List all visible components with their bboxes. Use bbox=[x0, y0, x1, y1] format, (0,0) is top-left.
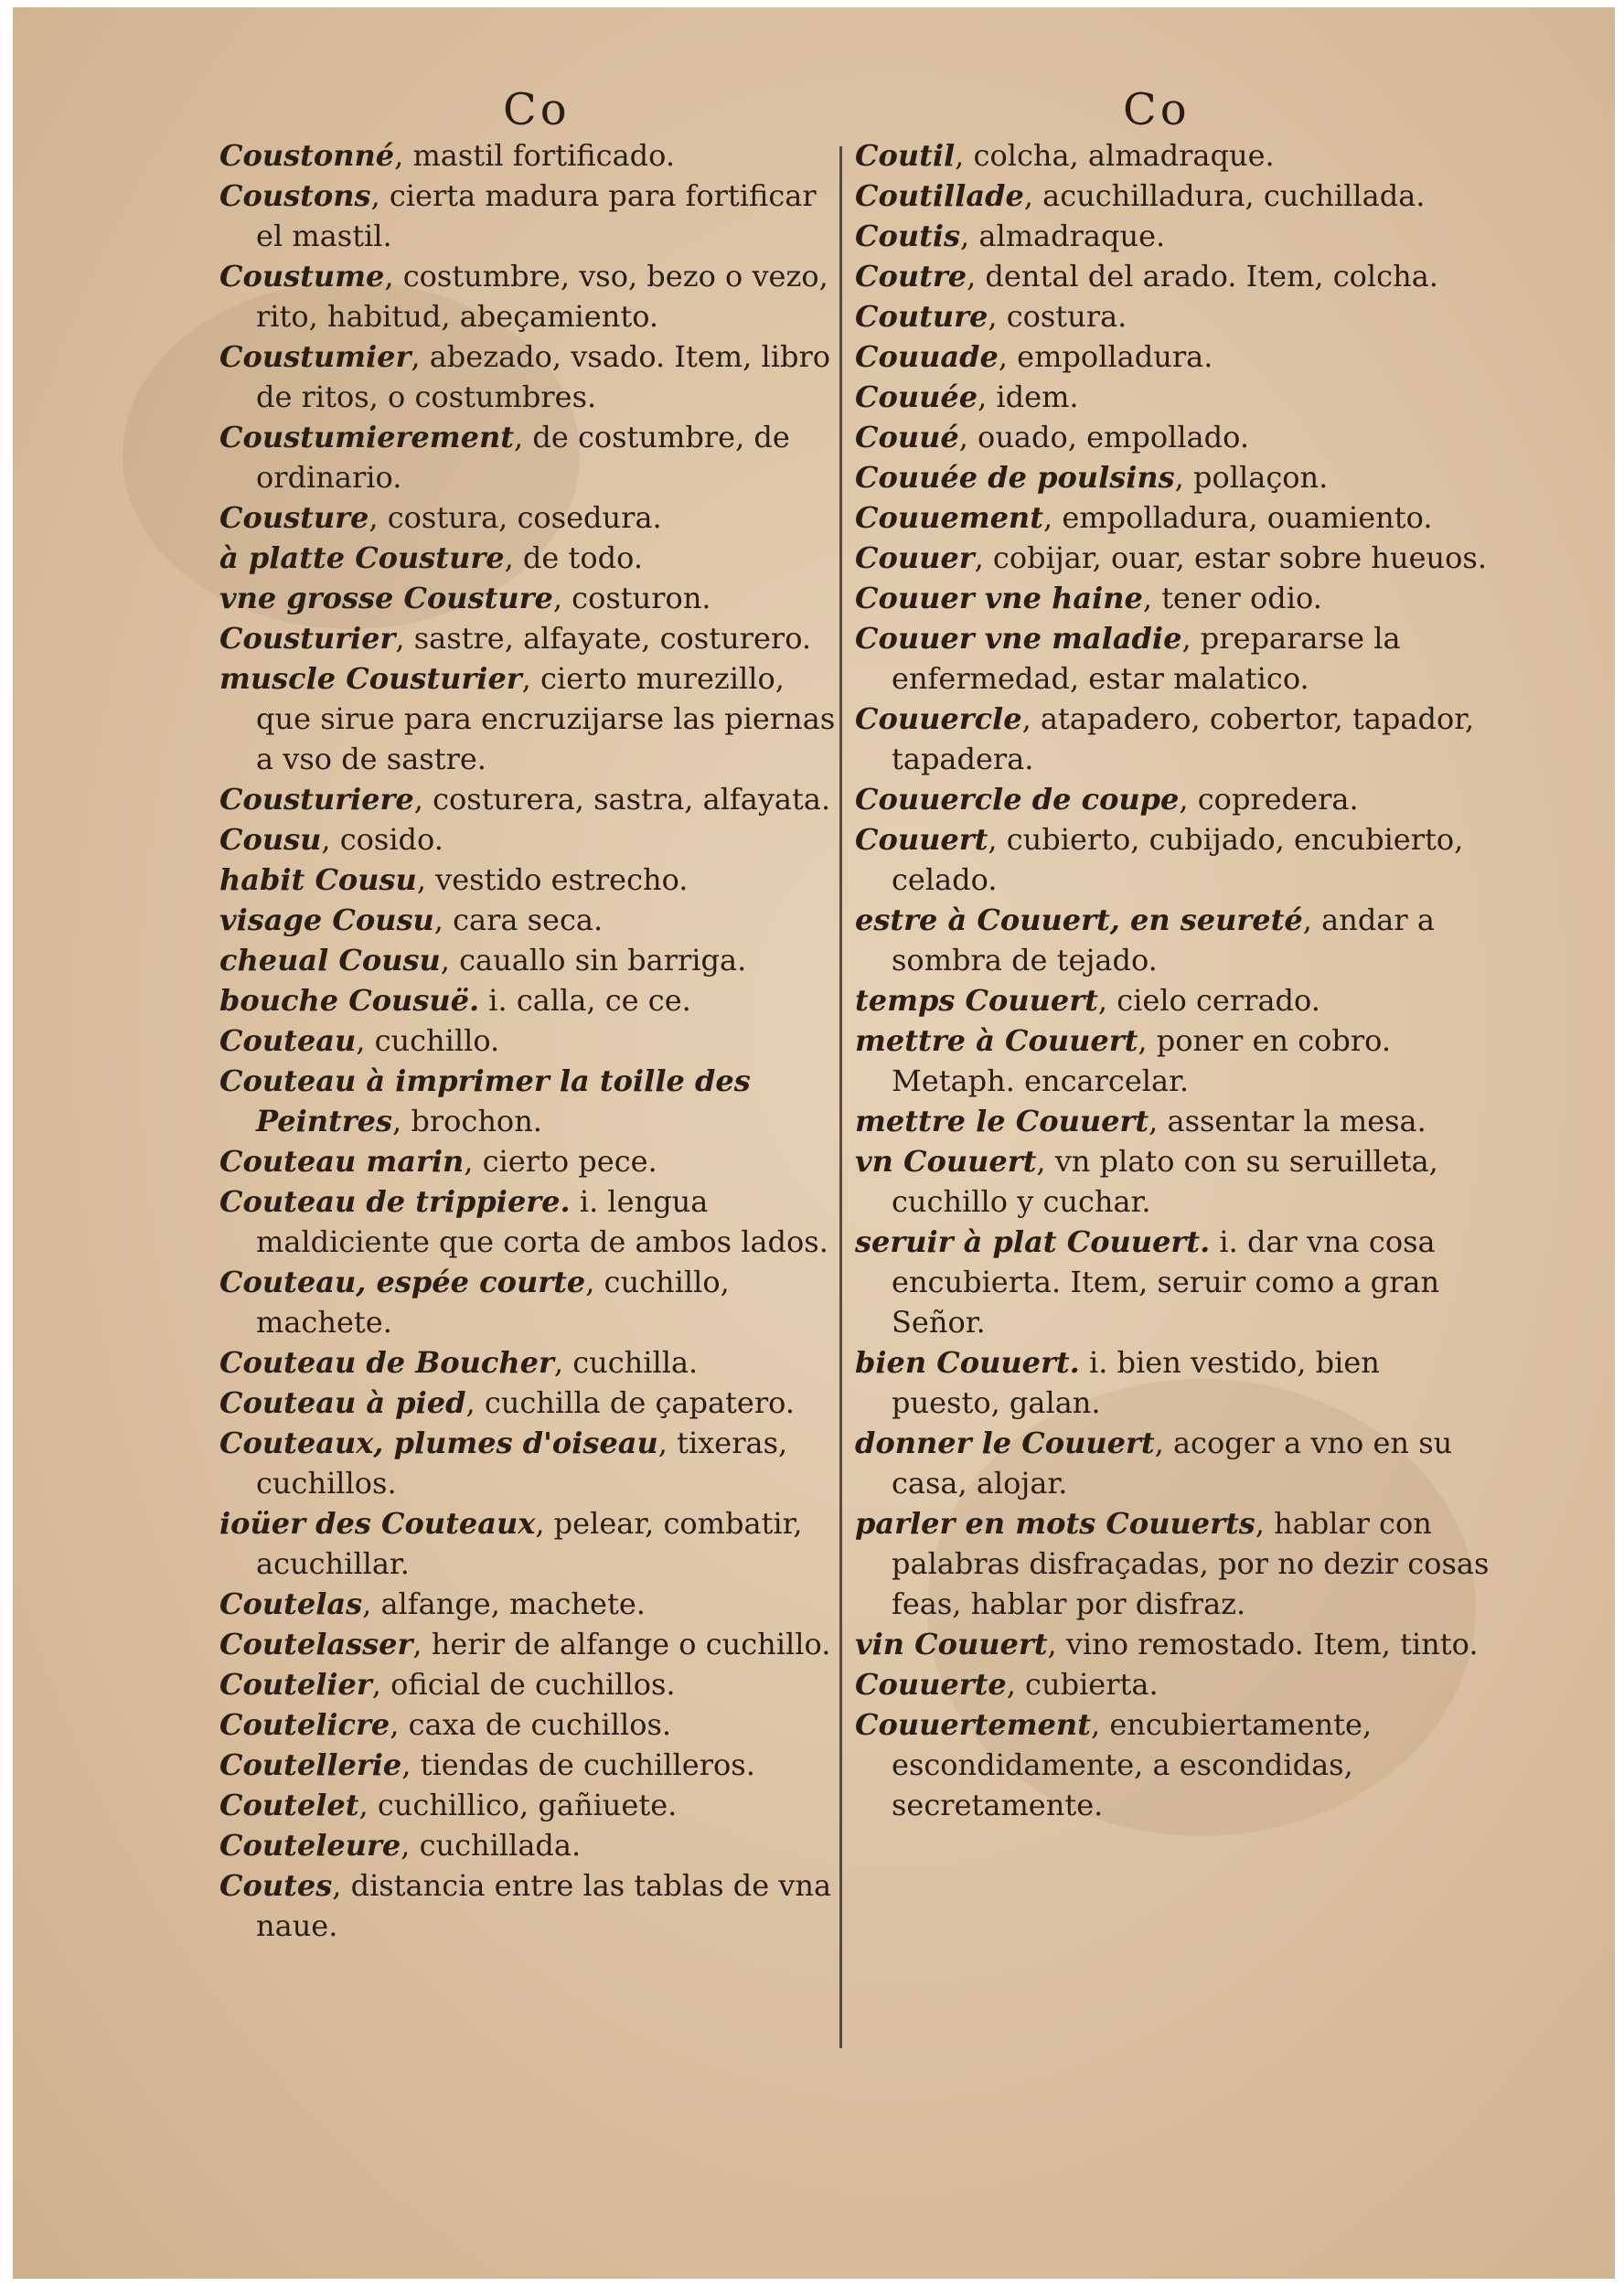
entry-headword: vn Couuert bbox=[855, 1144, 1037, 1179]
dictionary-entry bbox=[855, 1222, 1495, 1342]
dictionary-entry bbox=[219, 176, 841, 256]
entry-headword: donner le Couuert bbox=[855, 1426, 1155, 1460]
dictionary-entry bbox=[219, 860, 841, 900]
entry-headword: visage Cousu bbox=[219, 903, 434, 937]
entry-definition: , prepararse la enfermedad, estar malatico. bbox=[892, 621, 1401, 696]
dictionary-entry bbox=[219, 1584, 841, 1624]
dictionary-entry bbox=[219, 1181, 841, 1262]
entry-definition: , cuchillico, gañiuete. bbox=[358, 1788, 678, 1822]
dictionary-entry bbox=[219, 1624, 841, 1664]
entry-headword: Cousturiere bbox=[219, 782, 414, 817]
entry-headword: seruir à plat Couuert. bbox=[855, 1224, 1211, 1259]
dictionary-entry bbox=[855, 256, 1495, 296]
dictionary-entry bbox=[855, 578, 1495, 618]
entry-headword: Cousu bbox=[219, 822, 322, 857]
dictionary-entry bbox=[855, 336, 1495, 377]
entry-headword: bien Couuert. bbox=[855, 1345, 1080, 1380]
entry-definition: , alfange, machete. bbox=[362, 1586, 646, 1621]
dictionary-entry bbox=[219, 336, 841, 417]
entry-definition: , sastre, alfayate, costurero. bbox=[395, 621, 812, 656]
entry-headword: Cousturier bbox=[219, 621, 396, 656]
dictionary-entry bbox=[219, 980, 841, 1020]
entry-headword: Couteau, espée courte bbox=[219, 1265, 586, 1299]
entry-headword: Couué bbox=[855, 420, 959, 454]
entry-definition: , cuchilla. bbox=[553, 1345, 699, 1380]
entry-definition: i. lengua maldiciente que corta de ambos lados. bbox=[256, 1184, 828, 1259]
dictionary-entry bbox=[855, 296, 1495, 336]
dictionary-entry bbox=[219, 1141, 841, 1181]
entry-definition: , andar a sombra de tejado. bbox=[892, 903, 1435, 977]
entry-headword: cheual Cousu bbox=[219, 943, 441, 977]
entry-definition: , tixeras, cuchillos. bbox=[256, 1426, 788, 1501]
entry-headword: Coutellerie bbox=[219, 1747, 402, 1782]
dictionary-entry bbox=[219, 538, 841, 578]
entry-headword: Couuée de poulsins bbox=[855, 460, 1175, 495]
entry-definition: , costura. bbox=[988, 299, 1127, 334]
entry-definition: , copredera. bbox=[1179, 782, 1359, 817]
entry-definition: , cara seca. bbox=[433, 903, 604, 937]
dictionary-entry bbox=[855, 377, 1495, 417]
dictionary-entry bbox=[219, 1503, 841, 1584]
dictionary-entry bbox=[219, 1664, 841, 1704]
entry-definition: , brochon. bbox=[392, 1104, 542, 1138]
entry-definition: , cuchilla de çapatero. bbox=[465, 1385, 795, 1420]
entry-definition: , cielo cerrado. bbox=[1097, 983, 1320, 1018]
entry-headword: Coutelasser bbox=[219, 1627, 413, 1661]
entry-definition: , vino remostado. Item, tinto. bbox=[1047, 1627, 1479, 1661]
dictionary-entry bbox=[219, 1342, 841, 1383]
entry-headword: Couteau bbox=[219, 1023, 357, 1058]
entry-headword: Couteau à pied bbox=[219, 1385, 466, 1420]
entry-headword: ioüer des Couteaux bbox=[219, 1506, 536, 1541]
entry-headword: Couteau marin bbox=[219, 1144, 465, 1179]
entry-headword: Cousture bbox=[219, 500, 369, 535]
dictionary-entry bbox=[855, 1141, 1495, 1222]
entry-headword: Coutil bbox=[855, 138, 956, 173]
entry-definition: , costumbre, vso, bezo o vezo, rito, habitud, abeçamiento. bbox=[256, 259, 828, 334]
entry-definition: , empolladura, ouamiento. bbox=[1042, 500, 1433, 535]
entry-headword: vin Couuert bbox=[855, 1627, 1048, 1661]
entry-definition: , cauallo sin barriga. bbox=[440, 943, 747, 977]
entry-headword: Couuement bbox=[855, 500, 1043, 535]
dictionary-entry bbox=[219, 1865, 841, 1946]
entry-headword: Couuer vne haine bbox=[855, 581, 1143, 615]
dictionary-entry bbox=[219, 1423, 841, 1503]
entry-definition: , almadraque. bbox=[960, 219, 1166, 253]
entry-definition: , pollaçon. bbox=[1174, 460, 1329, 495]
dictionary-entry bbox=[219, 1745, 841, 1785]
dictionary-entry bbox=[219, 1383, 841, 1423]
entry-headword: Couuert bbox=[855, 822, 988, 857]
entry-headword: habit Cousu bbox=[219, 862, 417, 897]
dictionary-entry bbox=[855, 779, 1495, 819]
entry-definition: , atapadero, cobertor, tapador, tapadera. bbox=[892, 701, 1475, 776]
entry-headword: Couteaux, plumes d'oiseau bbox=[219, 1426, 658, 1460]
entry-definition: , ouado, empollado. bbox=[958, 420, 1250, 454]
entry-headword: Couuée bbox=[855, 379, 978, 414]
entry-definition: i. bien vestido, bien puesto, galan. bbox=[892, 1345, 1380, 1420]
entry-headword: Coutelicre bbox=[219, 1707, 390, 1742]
dictionary-entry bbox=[855, 497, 1495, 538]
entry-definition: , cubierta. bbox=[1006, 1667, 1159, 1702]
entry-definition: , herir de alfange o cuchillo. bbox=[412, 1627, 831, 1661]
entry-definition: , de todo. bbox=[504, 540, 643, 575]
dictionary-entry bbox=[855, 1503, 1495, 1624]
entry-definition: , cierto murezillo, que sirue para encruzijarse las piernas a vso de sastre. bbox=[256, 661, 836, 776]
entry-headword: Couteau de trippiere. bbox=[219, 1184, 571, 1219]
entry-headword: Couteau à imprimer la toille des Peintres bbox=[219, 1063, 751, 1138]
dictionary-entry bbox=[219, 1785, 841, 1825]
entry-headword: Coutelier bbox=[219, 1667, 372, 1702]
entry-definition: , costuron. bbox=[552, 581, 711, 615]
dictionary-entry bbox=[855, 699, 1495, 779]
entry-definition: , cubierto, cubijado, encubierto, celado. bbox=[892, 822, 1464, 897]
entry-definition: , cuchillo, machete. bbox=[256, 1265, 730, 1340]
dictionary-entry bbox=[219, 1262, 841, 1342]
entry-headword: mettre à Couuert bbox=[855, 1023, 1138, 1058]
entry-definition: , distancia entre las tablas de vna naue. bbox=[256, 1868, 832, 1943]
dictionary-entry bbox=[855, 980, 1495, 1020]
entry-headword: Couuade bbox=[855, 339, 999, 374]
right-column-heading: Co bbox=[1123, 84, 1191, 135]
dictionary-entry bbox=[219, 256, 841, 336]
entry-headword: Coustumierement bbox=[219, 420, 514, 454]
entry-definition: , cuchillada. bbox=[401, 1828, 582, 1863]
dictionary-entry bbox=[855, 538, 1495, 578]
dictionary-entry bbox=[855, 1020, 1495, 1101]
entry-definition: , mastil fortificado. bbox=[394, 138, 675, 173]
left-column-heading: Co bbox=[503, 84, 571, 135]
entry-headword: mettre le Couuert bbox=[855, 1104, 1149, 1138]
entry-definition: , caxa de cuchillos. bbox=[390, 1707, 672, 1742]
entry-definition: , colcha, almadraque. bbox=[955, 138, 1275, 173]
entry-headword: Couuertement bbox=[855, 1707, 1091, 1742]
entry-headword: Coutillade bbox=[855, 178, 1024, 213]
dictionary-entry bbox=[219, 497, 841, 538]
entry-definition: , oficial de cuchillos. bbox=[371, 1667, 676, 1702]
entry-headword: Couuerte bbox=[855, 1667, 1007, 1702]
dictionary-entry bbox=[855, 216, 1495, 256]
entry-definition: , empolladura. bbox=[998, 339, 1213, 374]
entry-headword: bouche Cousuë. bbox=[219, 983, 480, 1018]
dictionary-entry bbox=[219, 819, 841, 860]
entry-definition: , costura, cosedura. bbox=[369, 500, 662, 535]
entry-definition: , encubiertamente, escondidamente, a escondidas, secretamente. bbox=[892, 1707, 1373, 1822]
entry-definition: , costurera, sastra, alfayata. bbox=[413, 782, 831, 817]
entry-definition: , vestido estrecho. bbox=[416, 862, 689, 897]
entry-definition: , dental del arado. Item, colcha. bbox=[967, 259, 1438, 294]
entry-headword: Coutis bbox=[855, 219, 961, 253]
entry-definition: , assentar la mesa. bbox=[1149, 1104, 1426, 1138]
dictionary-entry bbox=[219, 135, 841, 176]
dictionary-entry bbox=[855, 457, 1495, 497]
entry-definition: , tener odio. bbox=[1142, 581, 1322, 615]
entry-definition: , cierto pece. bbox=[464, 1144, 657, 1179]
dictionary-entry bbox=[219, 1061, 841, 1141]
dictionary-entry bbox=[855, 1342, 1495, 1423]
dictionary-entry bbox=[855, 618, 1495, 699]
dictionary-entry bbox=[855, 1423, 1495, 1503]
dictionary-entry bbox=[219, 940, 841, 980]
dictionary-entry bbox=[855, 1704, 1495, 1825]
left-entry-list bbox=[219, 135, 841, 1946]
entry-headword: à platte Cousture bbox=[219, 540, 505, 575]
entry-definition: , idem. bbox=[978, 379, 1079, 414]
entry-headword: estre à Couuert, en seureté bbox=[855, 903, 1303, 937]
entry-headword: Coutelas bbox=[219, 1586, 363, 1621]
dictionary-entry bbox=[219, 417, 841, 497]
entry-definition: i. dar vna cosa encubierta. Item, seruir como a gran Señor. bbox=[892, 1224, 1440, 1340]
dictionary-entry bbox=[219, 618, 841, 658]
entry-headword: parler en mots Couuerts bbox=[855, 1506, 1255, 1541]
entry-definition: i. calla, ce ce. bbox=[479, 983, 691, 1018]
entry-headword: vne grosse Cousture bbox=[219, 581, 553, 615]
entry-headword: Coustonné bbox=[219, 138, 395, 173]
dictionary-entry bbox=[219, 1825, 841, 1865]
entry-headword: muscle Cousturier bbox=[219, 661, 522, 696]
entry-definition: , acoger a vno en su casa, alojar. bbox=[892, 1426, 1453, 1501]
entry-headword: Couuercle bbox=[855, 701, 1022, 736]
entry-headword: Coutre bbox=[855, 259, 967, 294]
entry-headword: Coustons bbox=[219, 178, 371, 213]
entry-definition: , tiendas de cuchilleros. bbox=[401, 1747, 755, 1782]
dictionary-entry bbox=[219, 1020, 841, 1061]
entry-headword: Couteau de Boucher bbox=[219, 1345, 554, 1380]
entry-headword: Coutes bbox=[219, 1868, 333, 1903]
entry-headword: Coustume bbox=[219, 259, 385, 294]
entry-definition: , cosido. bbox=[321, 822, 443, 857]
dictionary-entry bbox=[219, 779, 841, 819]
entry-headword: Couteleure bbox=[219, 1828, 401, 1863]
dictionary-entry bbox=[855, 176, 1495, 216]
entry-definition: , acuchilladura, cuchillada. bbox=[1023, 178, 1426, 213]
dictionary-entry bbox=[219, 900, 841, 940]
dictionary-entry bbox=[219, 1704, 841, 1745]
dictionary-entry bbox=[219, 578, 841, 618]
entry-headword: Coutelet bbox=[219, 1788, 359, 1822]
dictionary-entry bbox=[855, 1101, 1495, 1141]
entry-definition: , de costumbre, de ordinario. bbox=[256, 420, 790, 495]
right-entry-list bbox=[855, 135, 1495, 1825]
entry-definition: , hablar con palabras disfraçadas, por no dezir cosas feas, hablar por disfraz. bbox=[892, 1506, 1490, 1621]
entry-headword: Couuercle de coupe bbox=[855, 782, 1180, 817]
entry-definition: , pelear, combatir, acuchillar. bbox=[256, 1506, 803, 1581]
dictionary-entry bbox=[855, 1664, 1495, 1704]
entry-headword: Couuer vne maladie bbox=[855, 621, 1182, 656]
entry-headword: Coustumier bbox=[219, 339, 411, 374]
dictionary-entry bbox=[855, 417, 1495, 457]
entry-definition: , cobijar, ouar, estar sobre hueuos. bbox=[974, 540, 1487, 575]
entry-definition: , vn plato con su seruilleta, cuchillo y cuchar. bbox=[892, 1144, 1438, 1219]
dictionary-entry bbox=[855, 135, 1495, 176]
dictionary-entry bbox=[855, 900, 1495, 980]
entry-definition: , cierta madura para fortificar el mastil. bbox=[256, 178, 817, 253]
entry-definition: , abezado, vsado. Item, libro de ritos, o costumbres. bbox=[256, 339, 830, 414]
entry-definition: , poner en cobro. Metaph. encarcelar. bbox=[892, 1023, 1392, 1098]
entry-definition: , cuchillo. bbox=[356, 1023, 500, 1058]
dictionary-entry bbox=[219, 658, 841, 779]
dictionary-entry bbox=[855, 1624, 1495, 1664]
dictionary-entry bbox=[855, 819, 1495, 900]
entry-headword: temps Couuert bbox=[855, 983, 1098, 1018]
entry-headword: Couture bbox=[855, 299, 988, 334]
entry-headword: Couuer bbox=[855, 540, 975, 575]
